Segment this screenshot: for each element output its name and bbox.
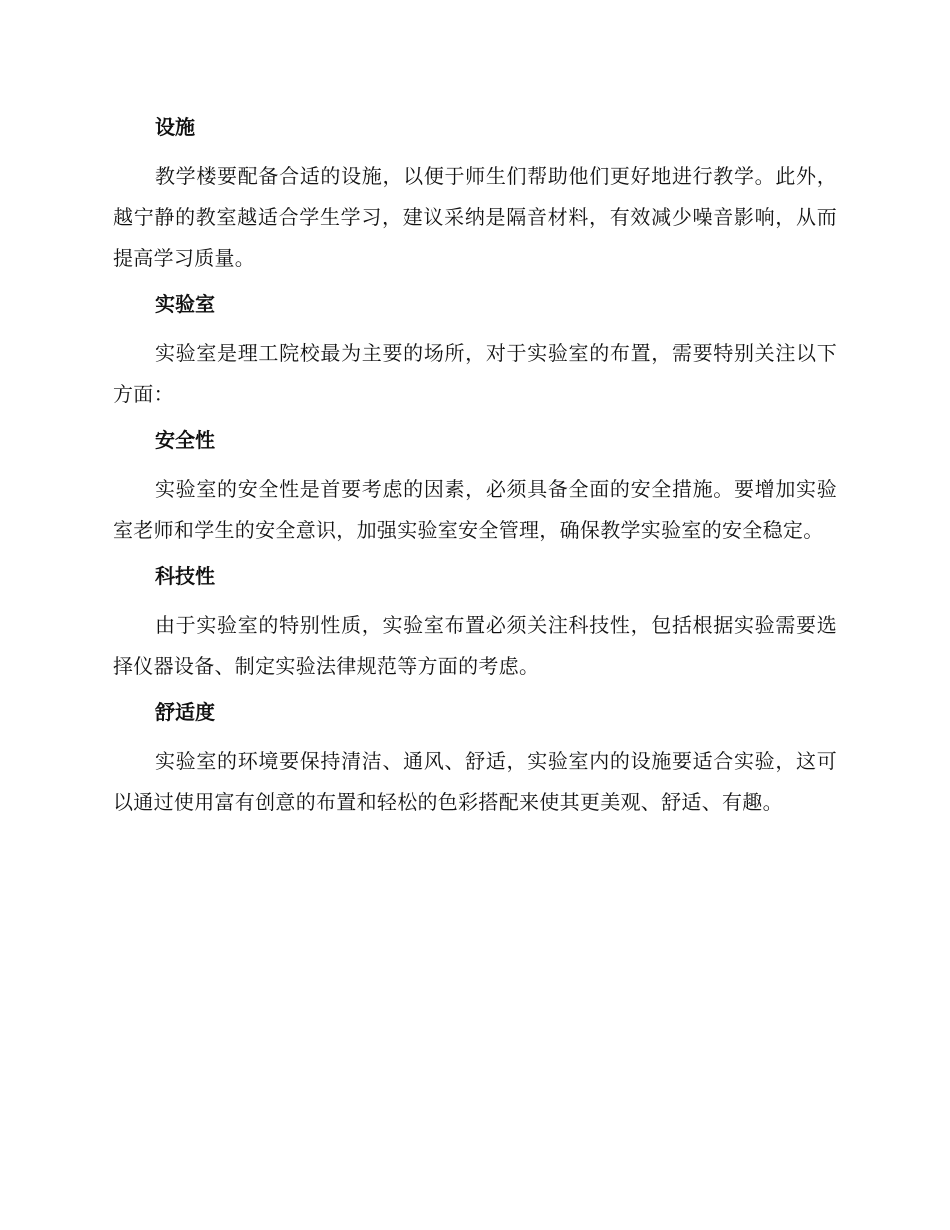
section-paragraph-technology: 由于实验室的特别性质，实验室布置必须关注科技性，包括根据实验需要选择仪器设备、制定实验法律规范等方面的考虑。 <box>113 613 837 678</box>
section-paragraph-comfort: 实验室的环境要保持清洁、通风、舒适，实验室内的设施要适合实验，这可以通过使用富有创意的布置和轻松的色彩搭配来使其更美观、舒适、有趣。 <box>113 749 837 814</box>
section-paragraph-laboratory: 实验室是理工院校最为主要的场所，对于实验室的布置，需要特别关注以下方面： <box>113 341 837 406</box>
section-heading-technology: 科技性 <box>155 564 215 588</box>
section-paragraph-safety: 实验室的安全性是首要考虑的因素，必须具备全面的安全措施。要增加实验室老师和学生的安全意识，加强实验室安全管理，确保教学实验室的安全稳定。 <box>113 477 837 542</box>
section-paragraph-facilities: 教学楼要配备合适的设施，以便于师生们帮助他们更好地进行教学。此外，越宁静的教室越适合学生学习，建议采纳是隔音材料，有效减少噪音影响，从而提高学习质量。 <box>113 164 837 270</box>
section-heading-safety: 安全性 <box>155 428 215 452</box>
section-heading-comfort: 舒适度 <box>155 700 215 724</box>
section-heading-facilities: 设施 <box>155 115 195 139</box>
section-heading-laboratory: 实验室 <box>155 292 215 316</box>
document-page <box>113 108 837 829</box>
